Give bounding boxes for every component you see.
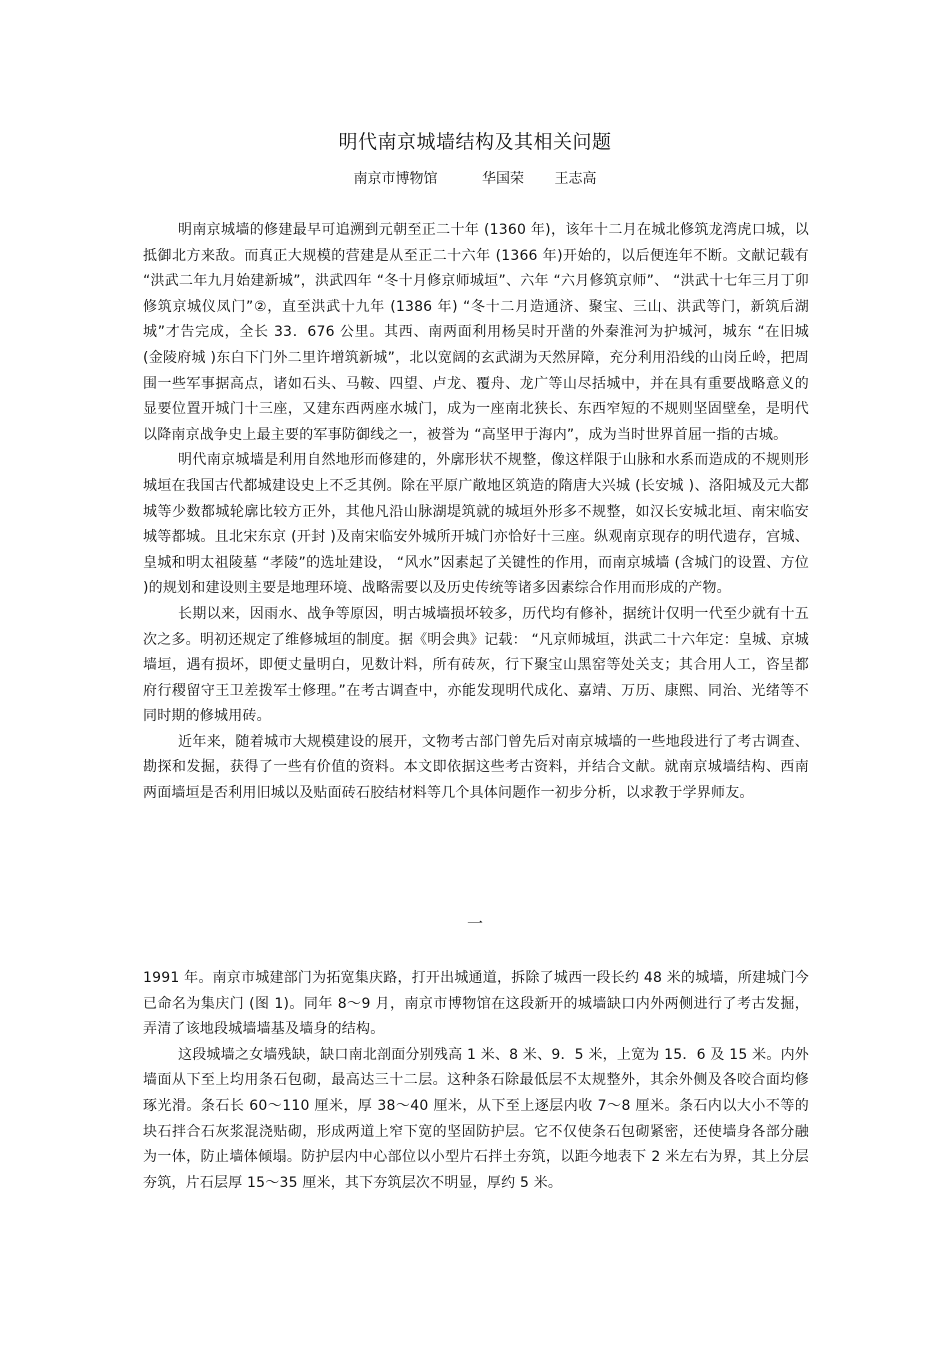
author-line — [0, 169, 950, 189]
section-number: 一 — [466, 914, 483, 933]
introduction-section — [143, 218, 809, 807]
body-paragraph: 明代南京城墙是利用自然地形而修建的，外廓形状不规整，像这样限于山脉和水系而造成的不规则形城垣在我国古代都城建设史上不乏其例。除在平原广敞地区筑造的隋唐大兴城 (长安城 )、洛阳城及元大都城等少数都城轮廓比较方正外，其他凡沿山脉湖堤筑就的城垣外形多不规整，如汉长安城北垣、南宋临安城等都城。且北宋东京 (开封 )及南宋临安外城所开城门亦恰好十三座。纵观南京现存的明代遗存，宫城、皇城和明太祖陵墓 “孝陵”的选址建设， “风水”因素起了关键性的作用，而南京城墙 (含城门的设置、方位 )的规划和建设则主要是地理环境、战略需要以及历史传统等诸多因素综合作用而形成的产物。 — [143, 452, 809, 597]
author-name: 王志高 — [554, 171, 597, 187]
affiliation: 南京市博物馆 — [353, 171, 438, 187]
paper-title: 明代南京城墙结构及其相关问题 — [338, 131, 612, 153]
body-paragraph: 明南京城墙的修建最早可追溯到元朝至正二十年 (1360 年)，该年十二月在城北修筑龙湾虎口城，以抵御北方来敌。而真正大规模的营建是从至正二十六年 (1366 年)开始的，以后便连年不断。文献记载有 “洪武二年九月始建新城”，洪武四年 “冬十月修京师城垣”、六年 “六月修筑京师”、 “洪武十七年三月丁卯修筑京城仪凤门”②，直至洪武十九年 (1386 年) “冬十二月造通济、聚宝、三山、洪武等门，新筑后湖城”才告完成，全长 33．676 公里。其西、南两面利用杨吴时开凿的外秦淮河为护城河，城东 “在旧城 (金陵府城 )东白下门外二里许增筑新城”，北以宽阔的玄武湖为天然屏障，充分利用沿线的山岗丘岭，把周围一些军事据高点，诸如石头、马鞍、四望、卢龙、覆舟、龙广等山尽括城中，并在具有重要战略意义的显要位置开城门十三座，又建东西两座水城门，成为一座南北狭长、东西窄短的不规则坚固壁垒，是明代以降南京战争史上最主要的军事防御线之一，被誉为 “高坚甲于海内”，成为当时世界首屈一指的古城。 — [143, 222, 809, 443]
body-paragraph: 1991 年。南京市城建部门为拓宽集庆路，打开出城通道，拆除了城西一段长约 48 米的城墙，所建城门今已命名为集庆门 (图 1)。同年 8～9 月，南京市博物馆在这段新开的城墙缺口内外两侧进行了考古发掘，弄清了该地段城墙墙基及墙身的结构。 — [143, 970, 809, 1038]
author-name: 华国荣 — [482, 171, 524, 187]
body-paragraph: 近年来，随着城市大规模建设的展开，文物考古部门曾先后对南京城墙的一些地段进行了考古调查、勘探和发掘，获得了一些有价值的资料。本文即依据这些考古资料，并结合文献。就南京城墙结构、西南两面墙垣是否利用旧城以及贴面砖石胶结材料等几个具体问题作一初步分析，以求教于学界师友。 — [143, 733, 809, 802]
body-paragraph: 这段城墙之女墙残缺，缺口南北剖面分别残高 1 米、8 米、9．5 米，上宽为 15．6 及 15 米。内外墙面从下至上均用条石包砌，最高达三十二层。这种条石除最低层不太规整外，其余外侧及各咬合面均修琢光滑。条石长 60～110 厘米，厚 38～40 厘米，从下至上逐层内收 7～8 厘米。条石内以大小不等的块石拌合石灰浆混浇贴砌，形成两道上窄下宽的坚固防护层。它不仅使条石包砌紧密，还使墙身各部分融为一体，防止墙体倾塌。防护层内中心部位以小型片石拌土夯筑，以距今地表下 2 米左右为界，其上分层夯筑，片石层厚 15～35 厘米，其下夯筑层次不明显，厚约 5 米。 — [143, 1046, 809, 1191]
body-paragraph: 长期以来，因雨水、战争等原因，明古城墙损坏较多，历代均有修补，据统计仅明一代至少就有十五次之多。明初还规定了维修城垣的制度。据《明会典》记载： “凡京师城垣，洪武二十六年定：皇城、京城墙垣，遇有损坏，即便丈量明白，见数计料，所有砖灰，行下聚宝山黑窑等处关支；其合用人工，咨呈都府行稷留守王卫差拨军士修理。”在考古调查中，亦能发现明代成化、嘉靖、万历、康熙、同治、光绪等不同时期的修城用砖。 — [143, 605, 809, 725]
section-one-body — [143, 966, 809, 1196]
